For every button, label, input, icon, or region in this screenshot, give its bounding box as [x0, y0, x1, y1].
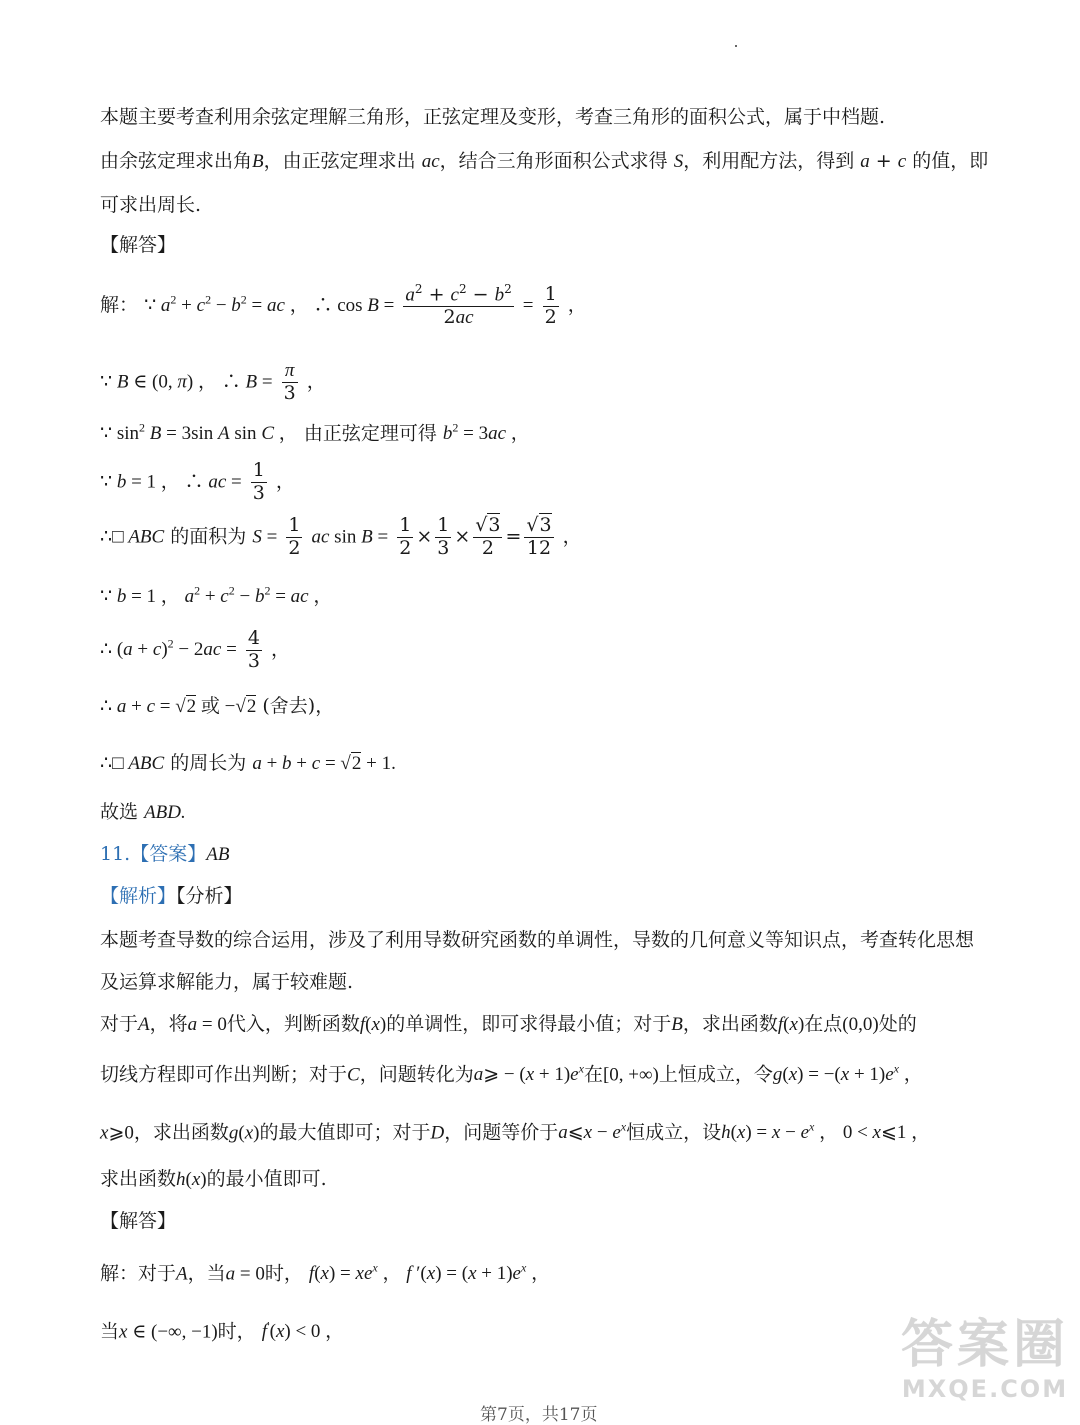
stray-dot — [735, 45, 737, 47]
choice-line — [100, 803, 186, 822]
method-line-1: 由余弦定理求出角B，由正弦定理求出 ac，结合三角形面积公式求得 S，利用配方法，得到 a + c 的值，即 — [100, 150, 989, 172]
text: 切线方程即可作出判断；对于 — [100, 1063, 348, 1086]
q11-answer-line — [100, 845, 229, 864]
text: 的周长为 — [170, 752, 247, 774]
text: 在点 — [804, 1013, 843, 1035]
text: 的单调性，即可求得最小值；对于 — [386, 1013, 672, 1035]
solution-heading-2 — [100, 1212, 176, 1231]
method-line-2 — [100, 196, 201, 215]
text: 上恒成立，令 — [658, 1063, 773, 1086]
text: 的值，即 — [912, 150, 989, 172]
text: 本题考查导数的综合运用，涉及了利用导数研究函数的单调性，导数的几何意义等知识点，考查转化思想 — [100, 929, 975, 951]
text: 在 — [583, 1063, 603, 1086]
text: 的最小值即可. — [206, 1168, 327, 1190]
text: 求出函数 — [100, 1168, 177, 1190]
text: ，求出函数 — [133, 1121, 229, 1144]
solution-heading — [100, 236, 176, 255]
text: 由正弦定理可得 — [303, 422, 437, 445]
eq-B-value: ∵ B ∈ (0, π) ， ∴ B = $\frac{\pi}{3}$ ， — [100, 360, 326, 404]
text: 本题主要考查利用余弦定理解三角形，正弦定理及变形，考查三角形的面积公式，属于中档题. — [100, 106, 886, 128]
jiexi-tag: 【解析】 — [100, 885, 177, 907]
watermark-logo — [895, 1315, 1075, 1411]
text: 恒成立，设 — [626, 1121, 722, 1144]
eq-sum: ∴ a + c = √2 或 −√2 (舍去)， — [100, 695, 335, 717]
text: 当 — [100, 1320, 120, 1343]
answer: ABD. — [144, 802, 186, 823]
watermark-url: MXQE.COM — [901, 1375, 1069, 1403]
text: 及运算求解能力，属于较难题. — [100, 971, 354, 993]
text: ，问题转化为 — [359, 1063, 474, 1086]
text: ，利用配方法，得到 — [683, 150, 855, 172]
eq-cosB: 解： ∵ $a^2 + c^2 - b^2$ = ac ， ∴ cos B = $\frac{a^2 + c^2 - b^2}{2ac}$ = $\frac{1}{2}$ ， — [100, 282, 587, 329]
eq-ac-value: ∵ b = 1 ， ∴ ac = $\frac{1}{3}$ ， — [100, 459, 295, 504]
text: ，结合三角形面积公式求得 — [439, 150, 668, 172]
text: 【解答】 — [100, 1210, 177, 1232]
solution-step-2: 当x ∈ (−∞, −1)时， f′(x) < 0 ， — [100, 1319, 345, 1343]
eq-b1: ∵ b = 1 ， $a^2 + c^2 - b^2$ = ac ， — [100, 584, 333, 608]
text: 处的 — [878, 1013, 917, 1035]
analysis-p6: 求出函数h(x)的最小值即可. — [100, 1168, 327, 1190]
text: 的最大值即可；对于 — [259, 1121, 431, 1144]
text: ，将 — [149, 1013, 188, 1035]
text: ，当 — [187, 1262, 226, 1285]
analysis-p5: x⩾0，求出函数g(x)的最大值即可；对于D，问题等价于a⩽x − $e^x$恒成立，设$h(x) = x - e^x$ ， 0 < x⩽1 ， — [100, 1120, 931, 1144]
text: 解： — [100, 294, 139, 317]
eq-sine-law: ∵ $\sin^2 B = 3\sin$ A sin C ， 由正弦定理可得 $b^2 = 3ac$ ， — [100, 421, 530, 445]
text: 时， — [264, 1262, 303, 1285]
text: 可求出周长. — [100, 194, 202, 216]
text: 故选 — [100, 801, 139, 823]
text: 的面积为 — [170, 525, 247, 548]
text: ，问题等价于 — [444, 1121, 559, 1144]
text: 代入，判断函数 — [226, 1013, 360, 1035]
text: 时， — [217, 1320, 256, 1343]
answer-tag: 【答案】 — [130, 843, 207, 865]
analysis-p4: 切线方程即可作出判断；对于C，问题转化为a⩾ − $(x + 1)e^x$在[0, +∞)上恒成立，令$g(x) = -(x + 1)e^x$ ， — [100, 1062, 923, 1086]
analysis-p2 — [100, 973, 353, 992]
analysis-p3: 对于A，将a = 0代入，判断函数f(x)的单调性，即可求得最小值；对于B，求出函数f(x)在点(0,0)处的 — [100, 1013, 917, 1035]
question-number: 11. — [100, 843, 131, 865]
solution-step-1: 解：对于A，当a = 0时， $f(x) = xe^x$ ， f $'(x) = (x + 1)e^x$ ， — [100, 1261, 551, 1285]
analysis-heading — [100, 887, 243, 906]
eq-perimeter: ∴□ ABC 的周长为 a + b + c = √2 + 1. — [100, 752, 396, 774]
text: (舍去) — [262, 695, 316, 717]
answer: AB — [206, 844, 230, 865]
text: 【解答】 — [100, 234, 177, 256]
page-footer: 第7页，共17页 — [480, 1405, 598, 1425]
fenxi-tag: 【分析】 — [176, 885, 243, 907]
text: 对于 — [100, 1013, 139, 1035]
text: ，求出函数 — [682, 1013, 778, 1035]
analysis-p1 — [100, 931, 974, 950]
text: ，由正弦定理求出 — [263, 150, 416, 172]
text: 由余弦定理求出角 — [100, 150, 253, 172]
eq-square: ∴ $(a + c)^2 - 2ac$ = $\frac{4}{3}$ ， — [100, 627, 290, 672]
text: 解：对于 — [100, 1262, 177, 1285]
watermark-text: 答案圈 — [900, 1315, 1069, 1375]
eq-area: ∴□ ABC 的面积为 S = $\frac{1}{2}$ ac sin B = $\frac{1}{2}$ × $\frac{1}{3}$ × $\frac{√3}{2}$ = $\frac{√3}{12}$ ， — [100, 514, 582, 559]
summary-line — [100, 108, 885, 127]
